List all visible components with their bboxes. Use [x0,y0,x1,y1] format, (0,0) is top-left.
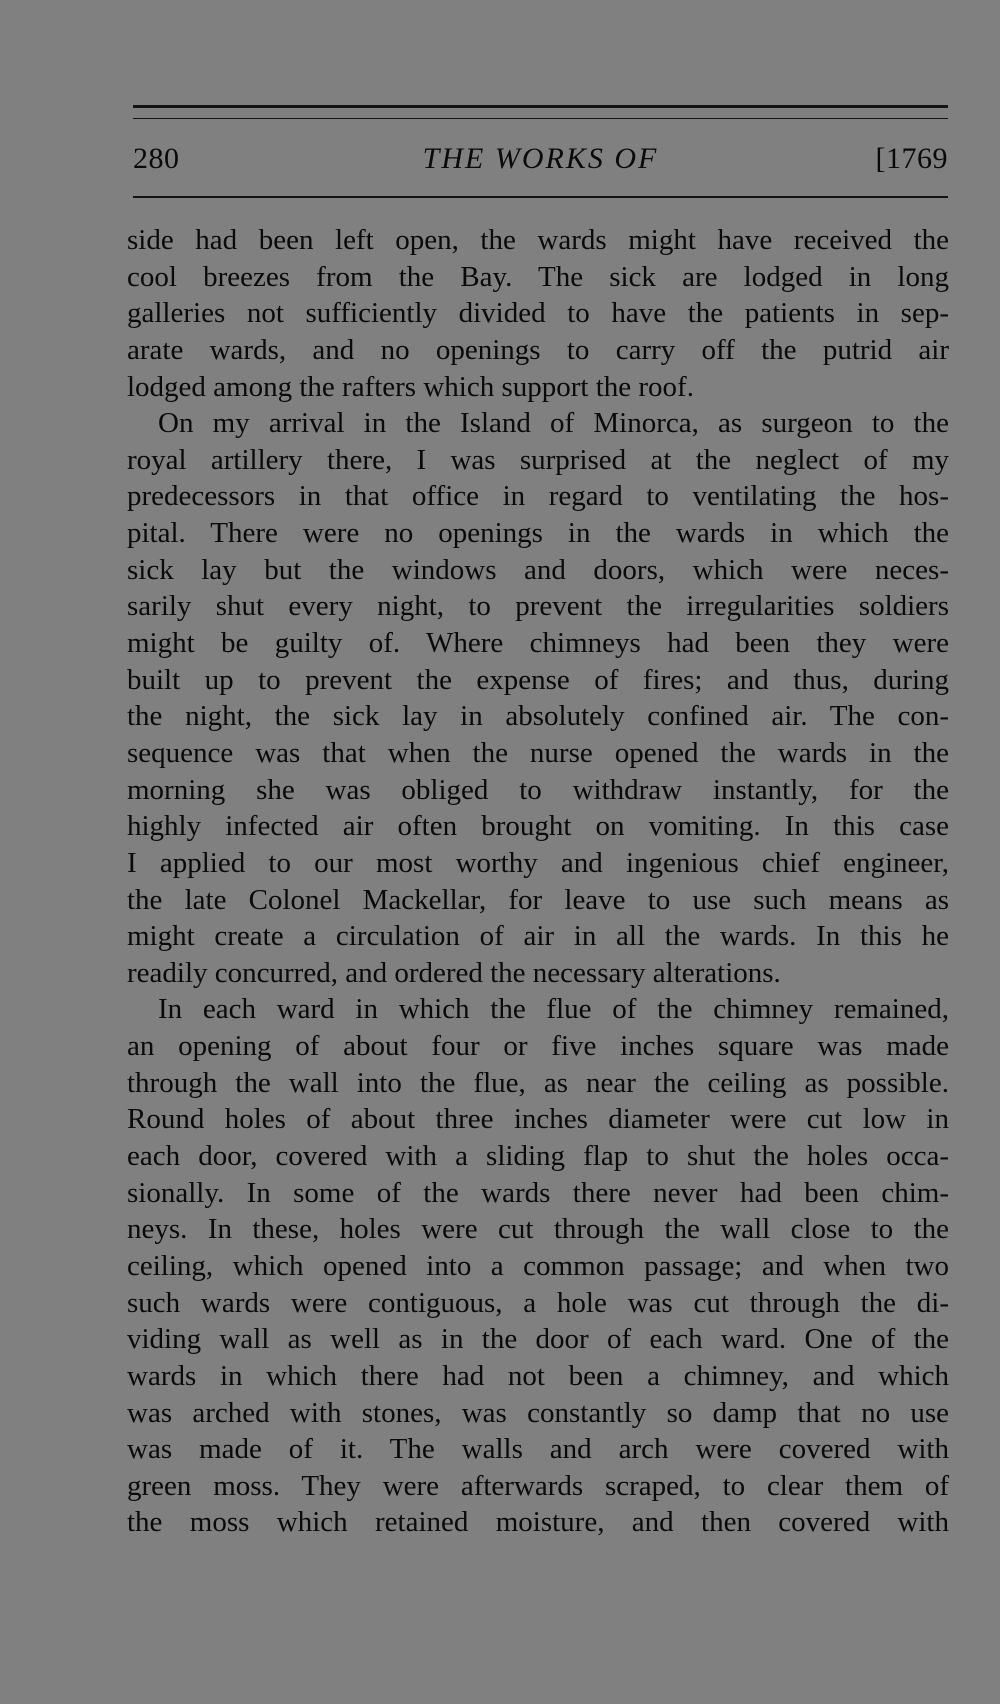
text-line: sionally. In some of the wards there never had been chim- [127,1176,949,1209]
header-rule-thin [133,118,948,119]
text-line: Round holes of about three inches diameter were cut low in [127,1103,949,1136]
text-line: wards in which there had not been a chimney, and which [127,1359,949,1392]
text-line: predecessors in that office in regard to ventilating the hos- [127,480,949,513]
text-line: might create a circulation of air in all the wards. In this he [127,920,949,953]
text-line: morning she was obliged to withdraw instantly, for the [127,773,949,806]
text-line: through the wall into the flue, as near the ceiling as possible. [127,1066,949,1099]
text-line: I applied to our most worthy and ingenious chief engineer, [127,846,949,879]
running-head [133,138,948,182]
text-line: the night, the sick lay in absolutely confined air. The con- [127,700,949,733]
text-line: ceiling, which opened into a common passage; and when two [127,1249,949,1282]
text-line: was arched with stones, was constantly so damp that no use [127,1396,949,1429]
text-line: highly infected air often brought on vomiting. In this case [127,810,949,843]
text-line: was made of it. The walls and arch were covered with [127,1433,949,1466]
page-number: 280 [133,142,180,175]
text-line: readily concurred, and ordered the necessary alterations. [127,956,781,989]
text-line: an opening of about four or five inches square was made [127,1030,949,1063]
text-line: galleries not sufficiently divided to have the patients in sep- [127,297,949,330]
paragraph-first-line: On my arrival in the Island of Minorca, as surgeon to the [158,407,949,440]
text-line: side had been left open, the wards might have received the [127,224,949,256]
body-text [127,222,949,1541]
text-line: sick lay but the windows and doors, which were neces- [127,553,949,586]
text-line: the late Colonel Mackellar, for leave to use such means as [127,883,949,916]
text-line: each door, covered with a sliding flap to shut the holes occa- [127,1140,949,1173]
text-line: cool breezes from the Bay. The sick are lodged in long [127,260,949,293]
text-line: arate wards, and no openings to carry off the putrid air [127,333,949,366]
text-line: green moss. They were afterwards scraped, to clear them of [127,1469,949,1502]
running-title: THE WORKS OF [422,142,659,175]
header-year: [1769 [875,142,948,175]
text-line: viding wall as well as in the door of each ward. One of the [127,1323,949,1356]
paragraph-first-line: In each ward in which the flue of the chimney remained, [158,993,949,1026]
header-rule-thick [133,105,948,108]
text-line: royal artillery there, I was surprised at the neglect of my [127,443,949,476]
text-line: the moss which retained moisture, and then covered with [127,1506,949,1539]
text-line: might be guilty of. Where chimneys had been they were [127,627,949,660]
text-line: sequence was that when the nurse opened the wards in the [127,736,949,769]
text-line: lodged among the rafters which support the roof. [127,370,694,403]
text-line: pital. There were no openings in the wards in which the [127,517,949,550]
text-line: built up to prevent the expense of fires; and thus, during [127,663,949,696]
text-line: neys. In these, holes were cut through the wall close to the [127,1213,949,1246]
header-underline [133,196,948,198]
text-line: sarily shut every night, to prevent the irregularities soldiers [127,590,949,623]
text-line: such wards were contiguous, a hole was cut through the di- [127,1286,949,1319]
